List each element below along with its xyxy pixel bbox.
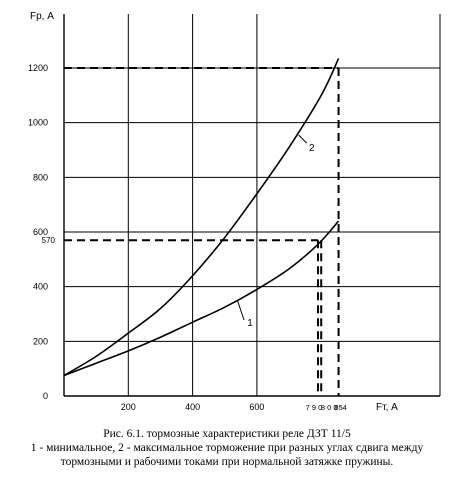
series-curve-2 [64, 58, 339, 375]
y-tick-label-800: 800 [32, 172, 48, 183]
y-tick-label-570: 570 [41, 236, 55, 246]
x-axis-label: Fт, А [376, 402, 398, 413]
series-curve-1 [64, 221, 339, 375]
y-tick-label-1200: 1200 [27, 63, 48, 73]
y-axis-label: Fр, А [30, 11, 54, 22]
x-tick-label-600: 600 [249, 402, 265, 412]
series-1-leader [238, 301, 244, 320]
series-1-label: 1 [247, 318, 253, 329]
y-tick-label-600: 600 [32, 227, 48, 237]
figure-caption-line2: 1 - минимальное, 2 - максимальное торможение при разных углах сдвига между [30, 442, 424, 454]
figure-caption-title: Рис. 6.1. тормозные характеристики реле ДЗТ 11/5 [103, 428, 351, 440]
series-2-leader [299, 135, 307, 143]
figure-caption-line3: тормозными и рабочими токами при нормальной затяжке пружины. [60, 456, 394, 468]
x-tick-label-790: 7 9 0 [305, 403, 323, 412]
x-tick-label-400: 400 [185, 402, 201, 412]
y-tick-label-0: 0 [42, 391, 48, 401]
x-tick-label-854: 854 [334, 403, 347, 412]
y-tick-label-200: 200 [32, 336, 48, 347]
curves [64, 58, 339, 375]
tick-labels [28, 63, 347, 412]
y-tick-label-1000: 1000 [27, 117, 48, 128]
x-tick-label-800: 8 0 0 [320, 403, 338, 412]
x-tick-label-200: 200 [120, 402, 136, 412]
y-tick-label-400: 400 [32, 281, 48, 292]
series-2-label: 2 [308, 143, 315, 155]
